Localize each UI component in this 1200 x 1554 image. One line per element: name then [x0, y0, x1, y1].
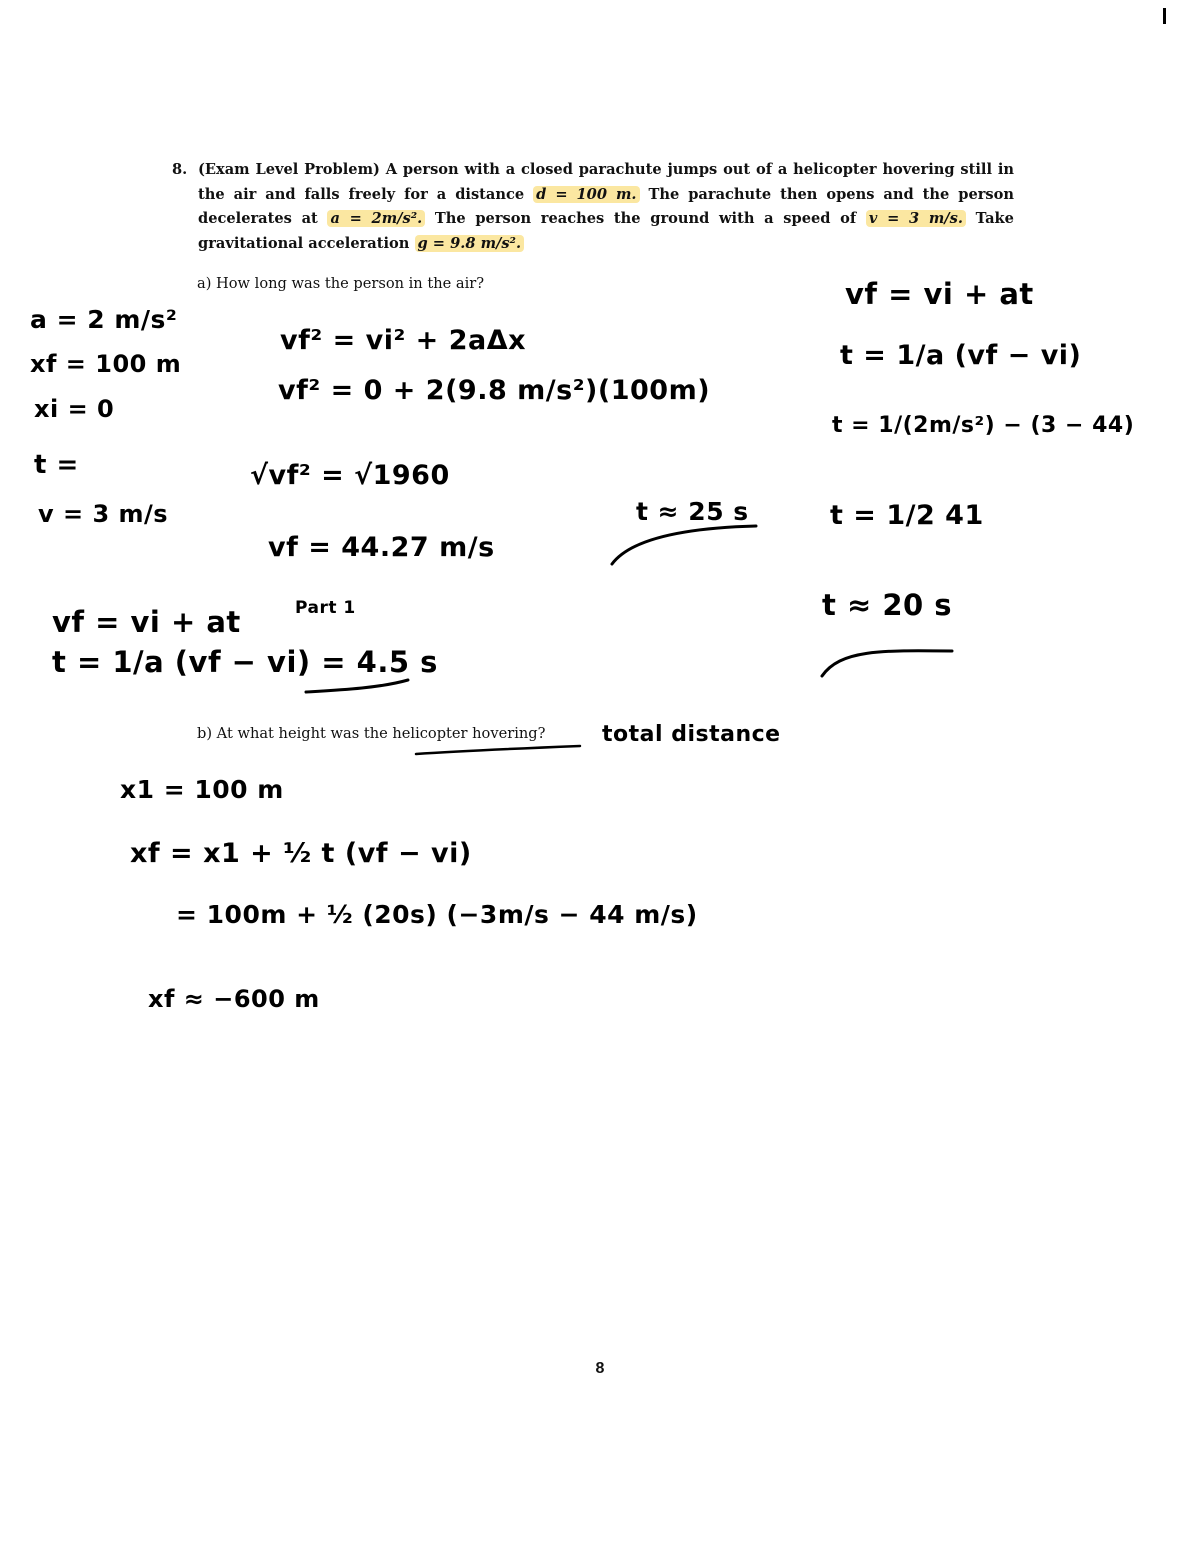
- highlight-distance: d = 100 m.: [533, 186, 639, 203]
- underline-stroke-estimate: [612, 526, 756, 564]
- highlight-gravity: g = 9.8 m/s².: [415, 235, 525, 252]
- work-eq-4: vf = 44.27 m/s: [268, 532, 495, 563]
- given-time: t =: [34, 450, 79, 480]
- highlight-acceleration: a = 2m/s².: [327, 210, 425, 227]
- given-final-position: xf = 100 m: [30, 350, 182, 378]
- given-initial-position: xi = 0: [34, 395, 115, 423]
- question-a: a) How long was the person in the air?: [197, 275, 485, 292]
- time-estimate: t ≈ 25 s: [636, 497, 749, 526]
- right-eq-5: t ≈ 20 s: [822, 588, 953, 622]
- b-eq-4: xf ≈ −600 m: [148, 985, 320, 1013]
- problem-number: 8.: [172, 161, 188, 178]
- underline-stroke-question: [416, 746, 580, 754]
- problem-heading: (Exam Level Problem): [198, 161, 380, 178]
- right-eq-2: t = 1/a (vf − vi): [840, 340, 1082, 371]
- work-eq-6: t = 1/a (vf − vi) = 4.5 s: [52, 645, 438, 679]
- given-speed: v = 3 m/s: [38, 500, 169, 528]
- problem-text-1: A person with a closed parachute jumps out of a helicopter hovering still in the air and falls freely for a distance: [198, 161, 1014, 203]
- underline-stroke-answer: [306, 680, 408, 692]
- question-b: b) At what height was the helicopter hovering?: [197, 725, 546, 742]
- page-number: 8: [595, 1360, 605, 1377]
- work-eq-1: vf² = vi² + 2aΔx: [280, 325, 527, 356]
- work-eq-2: vf² = 0 + 2(9.8 m/s²)(100m): [278, 375, 711, 406]
- highlight-speed: v = 3 m/s.: [866, 210, 966, 227]
- work-eq-5: vf = vi + at: [52, 605, 241, 639]
- b-eq-3: = 100m + ½ (20s) (−3m/s − 44 m/s): [176, 900, 698, 929]
- b-eq-1: x1 = 100 m: [120, 775, 284, 804]
- work-eq-3: √vf² = √1960: [250, 460, 450, 491]
- given-acceleration: a = 2 m/s²: [30, 305, 178, 334]
- right-eq-3: t = 1/(2m/s²) − (3 − 44): [832, 413, 1135, 438]
- problem-text-4: Take gravitational acceleration: [198, 210, 1014, 252]
- problem-text-2: The parachute then opens and the person decelerates at: [198, 185, 1014, 227]
- total-distance-note: total distance: [602, 722, 781, 747]
- right-eq-1: vf = vi + at: [845, 277, 1034, 311]
- b-eq-2: xf = x1 + ½ t (vf − vi): [130, 838, 472, 869]
- right-eq-4: t = 1/2 41: [830, 500, 984, 531]
- part-1-label: Part 1: [295, 598, 356, 618]
- underline-stroke-right: [822, 651, 952, 676]
- problem-text-3: The person reaches the ground with a speed of: [434, 210, 857, 227]
